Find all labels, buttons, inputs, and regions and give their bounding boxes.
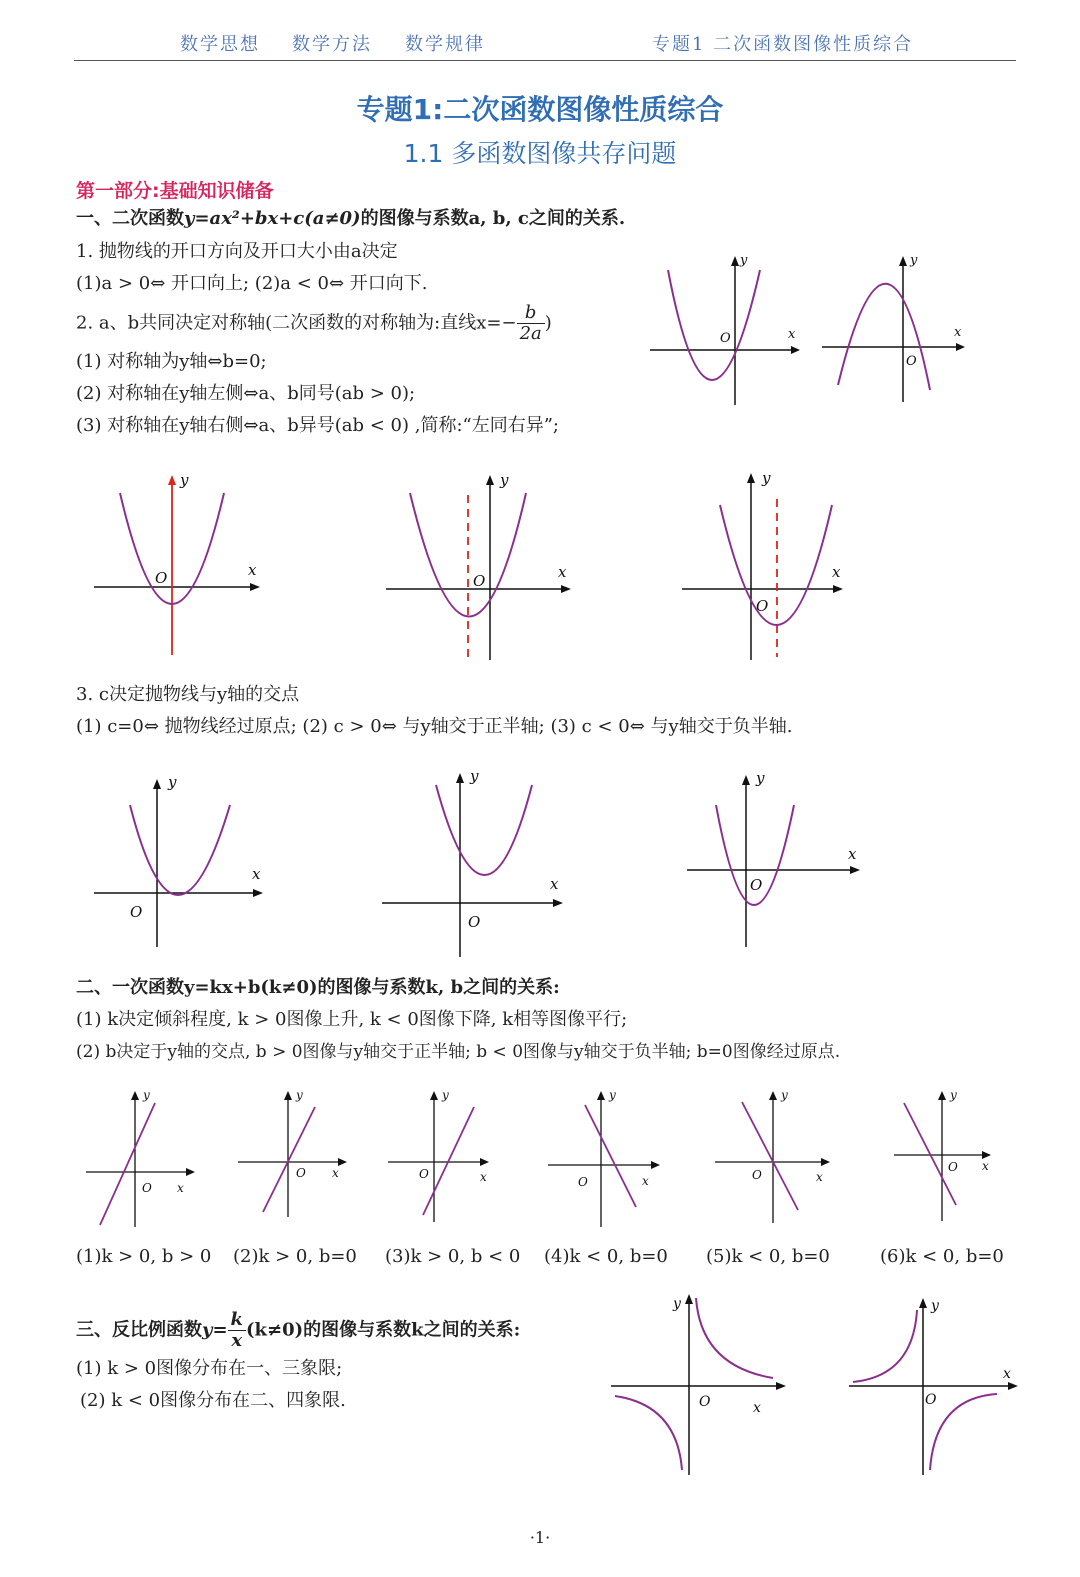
sec1-line-1: 1. 抛物线的开口方向及开口大小由a决定 <box>76 241 398 262</box>
upward-parabola-graph <box>650 253 800 405</box>
linear-caption-4: (4)k < 0, b=0 <box>544 1246 668 1267</box>
sec3-heading-suffix: (k≠0)的图像与系数k之间的关系: <box>246 1319 521 1341</box>
parabola-curve <box>668 270 760 380</box>
y-axis-label: y <box>950 1088 957 1102</box>
page-number: ·1· <box>529 1528 551 1547</box>
inverse-function-graphs <box>605 1290 1025 1480</box>
line-graph-stroke <box>585 1105 636 1207</box>
x-axis-label: x <box>248 561 257 579</box>
linear-caption-1: (1)k > 0, b > 0 <box>76 1246 212 1267</box>
y-axis-label: y <box>740 253 748 268</box>
x-axis-label: x <box>753 1400 761 1416</box>
origin-label: O <box>296 1166 306 1180</box>
y-axis-label: y <box>168 773 177 791</box>
hyperbola-k-positive-graph <box>611 1294 786 1475</box>
y-axis-label: y <box>910 253 918 268</box>
sec2-line-1: (1) k决定倾斜程度, k > 0图像上升, k < 0图像下降, k相等图像平行; <box>76 1009 628 1030</box>
fraction-denominator: x <box>231 1330 243 1351</box>
axis-on-y-graph <box>94 471 260 655</box>
x-axis-label: x <box>332 1166 339 1180</box>
y-axis-label: y <box>673 1296 681 1312</box>
x-axis-label: x <box>252 865 261 883</box>
hyperbola-branch <box>696 1298 773 1378</box>
parabola-curve <box>838 284 930 390</box>
origin-label: O <box>925 1392 937 1408</box>
linear-function-graphs <box>80 1085 1010 1235</box>
sec1-line-3-prefix: 2. a、b共同决定对称轴(二次函数的对称轴为:直线x=− <box>76 312 517 334</box>
line-graph-stroke <box>742 1102 798 1210</box>
x-axis-label: x <box>642 1174 649 1188</box>
line-graph-stroke <box>904 1103 956 1205</box>
origin-label: O <box>473 572 486 590</box>
origin-label: O <box>419 1167 429 1181</box>
origin-label: O <box>468 913 481 931</box>
axis-left-graph <box>386 471 571 660</box>
page-subtitle: 1.1 多函数图像共存问题 <box>403 139 677 168</box>
y-axis-label: y <box>470 767 479 785</box>
origin-label: O <box>906 354 917 369</box>
x-axis-label: x <box>177 1181 184 1195</box>
sec3-line-1: (1) k > 0图像分布在一、三象限; <box>76 1358 343 1379</box>
hyperbola-branch <box>930 1394 997 1470</box>
origin-label: O <box>756 597 769 615</box>
sec1-heading-suffix: 的图像与系数a, b, c之间的关系. <box>360 208 626 229</box>
y-axis-label: y <box>756 769 765 787</box>
linear-caption-5: (5)k < 0, b=0 <box>706 1246 830 1267</box>
origin-label: O <box>142 1181 152 1195</box>
sec1-heading-prefix: 一、二次函数 <box>76 208 184 229</box>
x-axis-label: x <box>788 327 796 342</box>
downward-parabola-graph <box>822 253 965 402</box>
origin-label: O <box>130 903 143 921</box>
fraction-numerator: b <box>517 303 545 324</box>
sec3-heading <box>76 1310 520 1351</box>
y-axis-label: y <box>500 471 509 489</box>
header-item-2: 数学方法 <box>292 34 372 55</box>
fraction-denominator: 2a <box>519 323 542 344</box>
x-axis-label: x <box>832 563 841 581</box>
c-zero-graph <box>94 773 263 947</box>
origin-label: O <box>155 569 168 587</box>
x-axis-label: x <box>550 875 559 893</box>
header-item-1: 数学思想 <box>180 34 260 55</box>
sec1-heading <box>76 207 625 231</box>
linear-caption-2: (2)k > 0, b=0 <box>233 1246 357 1267</box>
linear-caption-3: (3)k > 0, b < 0 <box>385 1246 521 1267</box>
x-axis-label: x <box>480 1170 487 1184</box>
page-title: 专题1:二次函数图像性质综合 <box>356 93 724 126</box>
hyperbola-k-negative-graph <box>849 1298 1018 1475</box>
origin-label: O <box>948 1160 958 1174</box>
header-item-3: 数学规律 <box>405 34 485 55</box>
linear-graph-5 <box>715 1088 830 1223</box>
fraction-numerator: k <box>228 1310 246 1331</box>
x-axis-label: x <box>558 563 567 581</box>
parabola-curve <box>720 505 832 625</box>
sec1-line-2: (1)a > 0⇔ 开口向上; (2)a < 0⇔ 开口向下. <box>76 273 428 294</box>
x-axis-label: x <box>816 1170 823 1184</box>
sec1-heading-formula: y=ax²+bx+c(a≠0) <box>184 208 361 229</box>
opening-direction-graphs <box>640 250 980 410</box>
linear-graph-4 <box>548 1088 660 1227</box>
linear-graph-2 <box>238 1088 347 1217</box>
sec2-line-2: (2) b决定于y轴的交点, b > 0图像与y轴交于正半轴; b < 0图像与y轴交于负半轴; b=0图像经过原点. <box>76 1042 841 1062</box>
line-graph-stroke <box>263 1107 315 1212</box>
c-positive-graph <box>382 767 563 957</box>
origin-label: O <box>699 1394 711 1410</box>
hyperbola-branch <box>853 1310 917 1382</box>
origin-label: O <box>752 1168 762 1182</box>
linear-caption-6: (6)k < 0, b=0 <box>880 1246 1004 1267</box>
part-heading: 第一部分:基础知识储备 <box>76 180 274 202</box>
parabola-curve <box>436 785 532 875</box>
linear-graph-6 <box>894 1088 991 1221</box>
sec2-heading: 二、一次函数y=kx+b(k≠0)的图像与系数k, b之间的关系: <box>76 977 560 998</box>
y-axis-label: y <box>143 1088 150 1102</box>
sec3-line-2: (2) k < 0图像分布在二、四象限. <box>80 1390 346 1411</box>
symmetry-axis-graphs <box>80 465 880 665</box>
parabola-curve <box>130 805 230 895</box>
line-graph-stroke <box>423 1107 474 1215</box>
sec1-line-5: (2) 对称轴在y轴左侧⇔a、b同号(ab > 0); <box>76 383 416 404</box>
y-intercept-graphs <box>80 765 880 960</box>
sec3-heading-prefix: 三、反比例函数 <box>76 1319 202 1341</box>
sec1-line-7: 3. c决定抛物线与y轴的交点 <box>76 684 300 705</box>
axis-fraction <box>517 303 545 344</box>
header-title: 专题1 二次函数图像性质综合 <box>652 34 914 55</box>
y-axis-label: y <box>931 1298 939 1314</box>
linear-graph-3 <box>388 1088 489 1222</box>
x-axis-label: x <box>1003 1366 1011 1382</box>
reciprocal-fraction <box>228 1310 246 1351</box>
x-axis-label: x <box>954 325 962 340</box>
sec1-line-4: (1) 对称轴为y轴⇔b=0; <box>76 351 267 372</box>
linear-graph-1 <box>86 1088 195 1227</box>
y-axis-label: y <box>781 1088 788 1102</box>
hyperbola-branch <box>615 1396 682 1470</box>
x-axis-label: x <box>982 1159 989 1173</box>
sec1-line-8: (1) c=0⇔ 抛物线经过原点; (2) c > 0⇔ 与y轴交于正半轴; (3) c < 0⇔ 与y轴交于负半轴. <box>76 716 793 737</box>
y-axis-label: y <box>762 469 771 487</box>
sec1-line-3 <box>76 303 552 344</box>
origin-label: O <box>578 1175 588 1189</box>
sec1-line-3-suffix: ) <box>544 312 552 334</box>
origin-label: O <box>720 331 731 346</box>
y-axis-label: y <box>609 1088 616 1102</box>
header-rule <box>74 60 1016 61</box>
sec1-line-6: (3) 对称轴在y轴右侧⇔a、b异号(ab < 0) ,简称:“左同右异”; <box>76 415 559 436</box>
axis-right-graph <box>682 469 843 660</box>
y-axis-label: y <box>296 1088 303 1102</box>
y-axis-label: y <box>180 471 189 489</box>
origin-label: O <box>750 876 763 894</box>
c-negative-graph <box>687 769 860 947</box>
x-axis-label: x <box>848 845 857 863</box>
line-graph-stroke <box>100 1103 155 1225</box>
y-axis-label: y <box>442 1088 449 1102</box>
sec3-heading-lhs: y= <box>202 1319 228 1341</box>
